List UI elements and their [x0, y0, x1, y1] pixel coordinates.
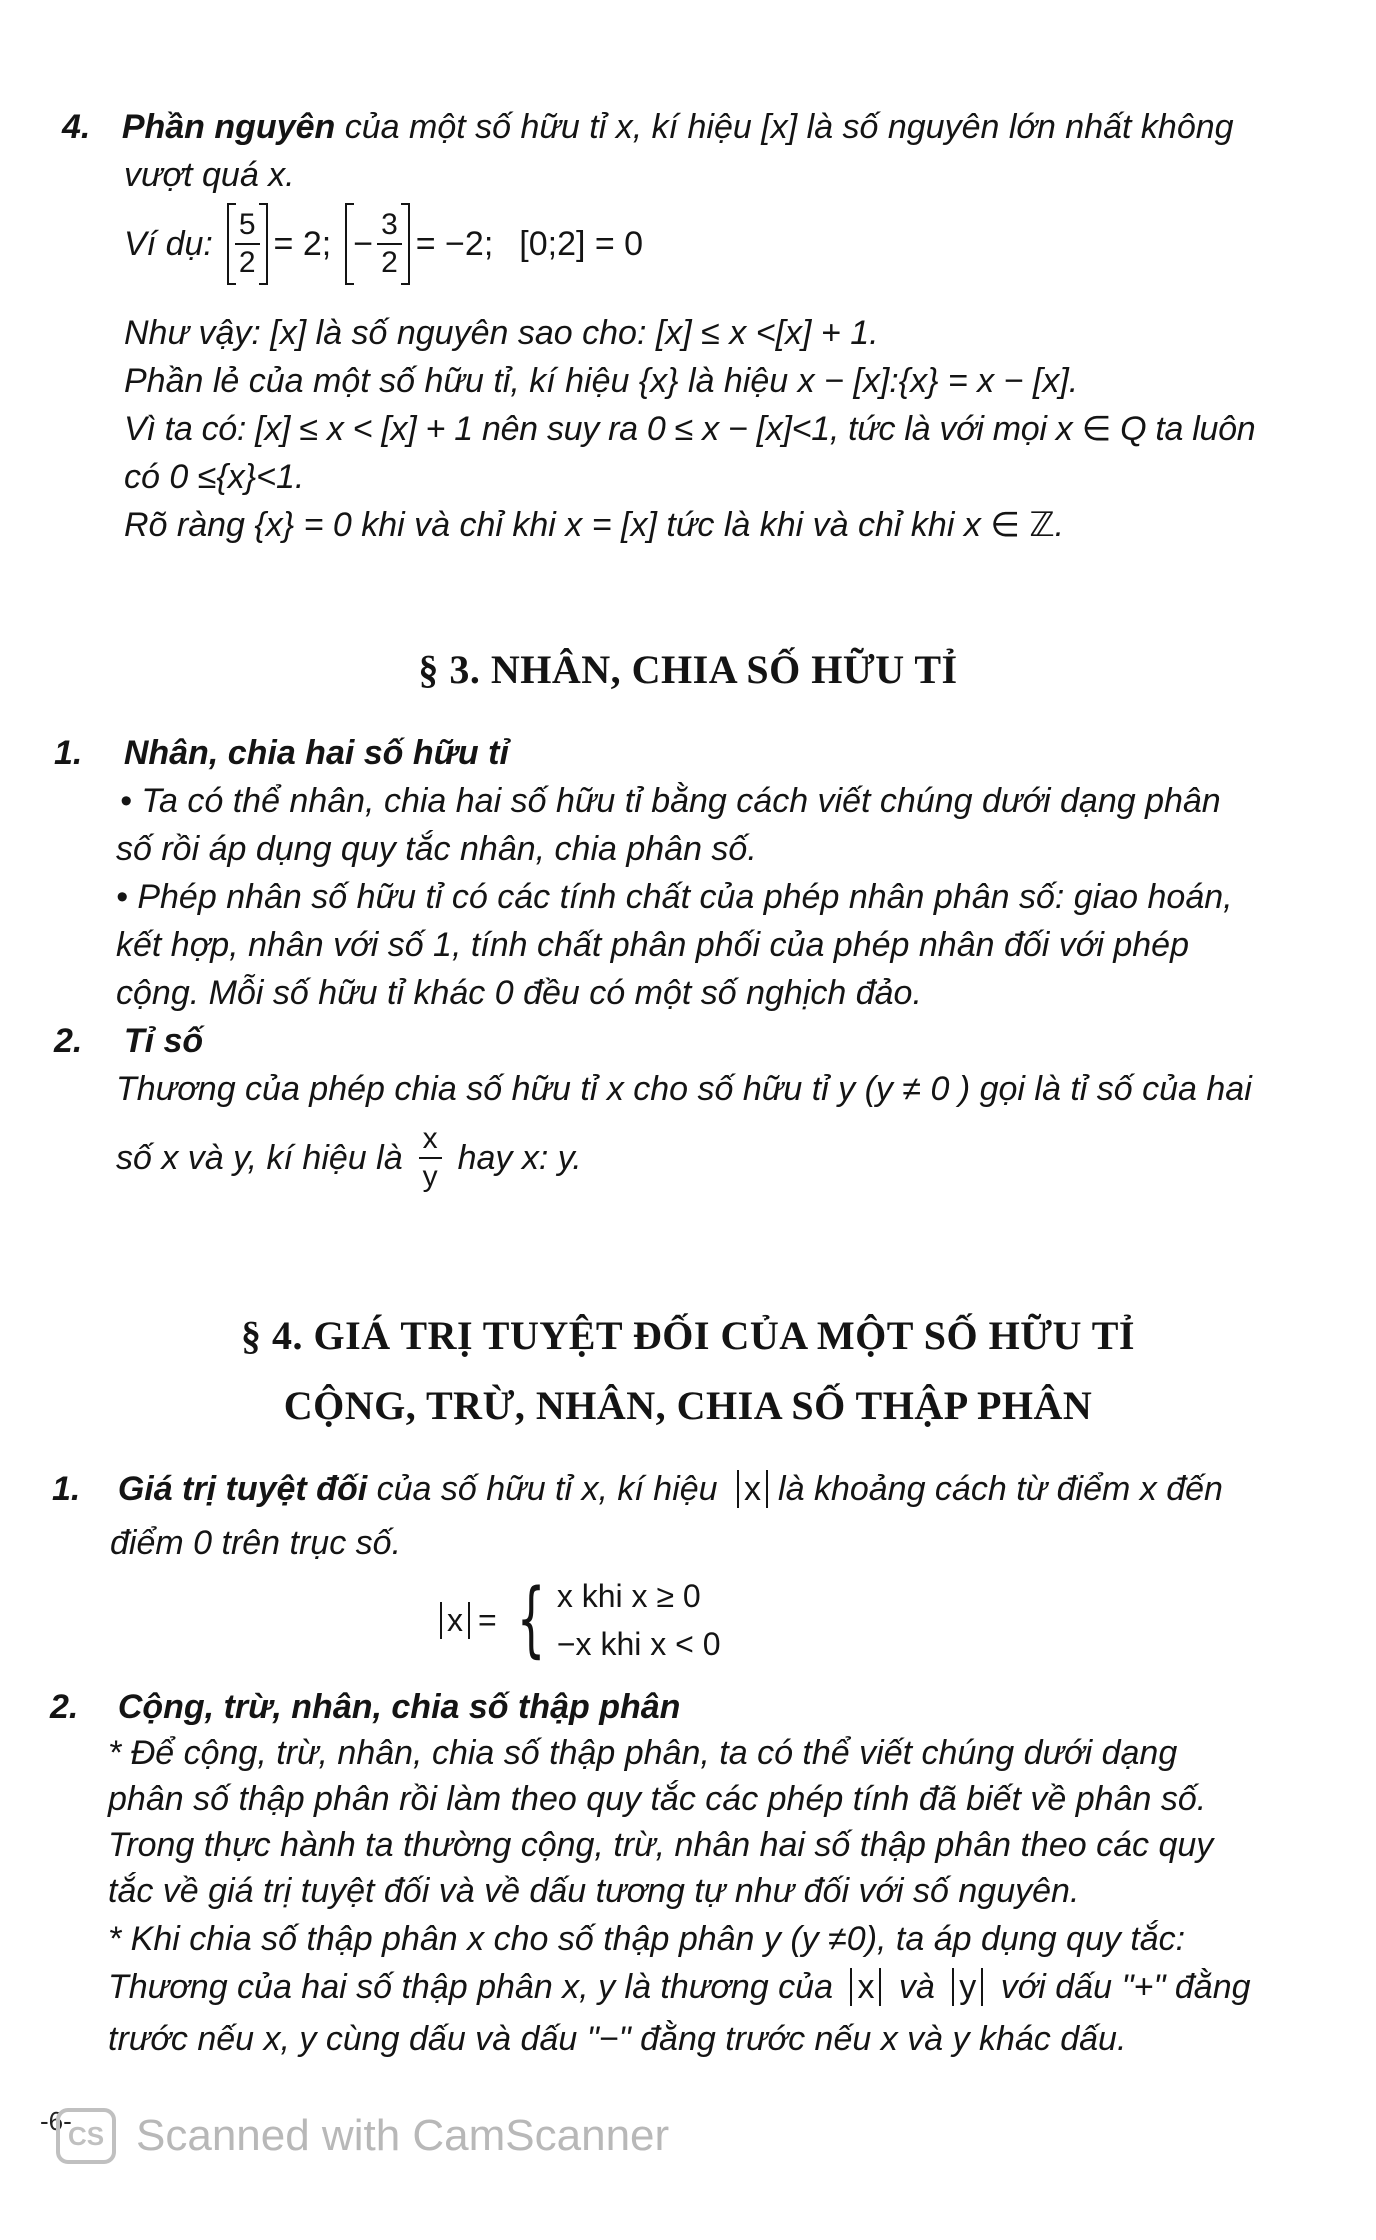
- watermark-text: Scanned with CamScanner: [136, 2111, 670, 2160]
- section3-item2-header: [54, 1018, 203, 1064]
- item4-title: Phần nguyên: [121, 108, 336, 146]
- abs-formula: [440, 1570, 721, 1670]
- ti-so-text-b: hay x: y.: [457, 1139, 582, 1177]
- formula-case1: x khi x ≥ 0: [556, 1578, 701, 1614]
- fraction-3-2: [377, 207, 402, 281]
- section4-heading-line1: § 4. GIÁ TRỊ TUYỆT ĐỐI CỦA MỘT SỐ HỮU TỈ: [241, 1313, 1135, 1358]
- camscanner-logo-icon: CS: [56, 2108, 116, 2164]
- fraction-denominator: 2: [235, 243, 260, 281]
- item4-line1-text: của một số hữu tỉ x, kí hiệu [x] là số nguyên lớn nhất không: [335, 108, 1234, 146]
- section3-item1-title: Nhân, chia hai số hữu tỉ: [123, 734, 509, 772]
- section4-item1-text-a: của số hữu tỉ x, kí hiệu: [367, 1470, 718, 1508]
- line-ro-rang: Rõ ràng {x} = 0 khi và chỉ khi x = [x] tức là khi và chỉ khi x ∈ ℤ.: [124, 506, 1065, 544]
- p1-line2: phân số thập phân rồi làm theo quy tắc các phép tính đã biết về phân số.: [108, 1780, 1207, 1818]
- bullet2-line1: • Phép nhân số hữu tỉ có các tính chất của phép nhân phân số: giao hoán,: [116, 878, 1233, 916]
- example-label: Ví dụ:: [124, 225, 213, 263]
- section3-item1-number: 1.: [54, 734, 83, 772]
- fraction-numerator: 3: [381, 208, 398, 241]
- page-number: -6-: [40, 2106, 72, 2136]
- section4-item2-number: 2.: [50, 1688, 79, 1726]
- section4-item1-line2: điểm 0 trên trục số.: [110, 1524, 402, 1562]
- section4-item1-number: 1.: [52, 1470, 81, 1508]
- example-3: [0;2] = 0: [519, 225, 644, 263]
- p2-line2-text-a: Thương của hai số thập phân x, y là thương của: [108, 1968, 833, 2006]
- p2-line3: trước nếu x, y cùng dấu và dấu "−" đằng trước nếu x và y khác dấu.: [108, 2020, 1127, 2058]
- fraction-denominator: 2: [377, 243, 402, 281]
- line-phan-le: Phần lẻ của một số hữu tỉ, kí hiệu {x} là hiệu x − [x]:{x} = x − [x].: [124, 362, 1079, 400]
- line-vi-ta-co: Vì ta có: [x] ≤ x < [x] + 1 nên suy ra 0 ≤ x − [x]<1, tức là với mọi x ∈ Q ta luôn: [124, 410, 1256, 448]
- item4-number: 4.: [62, 108, 91, 146]
- p2-line2: [108, 1964, 1251, 2010]
- section3-item2-number: 2.: [54, 1022, 83, 1060]
- formula-lhs: x: [440, 1602, 470, 1639]
- section3-item2-title: Tỉ số: [123, 1022, 204, 1060]
- section4-item1-title: Giá trị tuyệt đối: [117, 1470, 368, 1508]
- left-brace-icon: {: [516, 1572, 546, 1667]
- bullet1-line1: • Ta có thể nhân, chia hai số hữu tỉ bằng cách viết chúng dưới dạng phân: [120, 782, 1221, 820]
- fraction-numerator: 5: [238, 208, 256, 241]
- section4-item2-header: [50, 1684, 680, 1730]
- fraction-x-y: [419, 1121, 442, 1195]
- section3-heading: § 3. NHÂN, CHIA SỐ HỮU TỈ: [418, 647, 958, 692]
- example-1-result: = 2;: [273, 225, 332, 263]
- line-co: có 0 ≤{x}<1.: [124, 458, 305, 496]
- section3-item1-header: [54, 730, 509, 776]
- formula-case2: −x khi x < 0: [556, 1626, 721, 1662]
- p2-va: và: [898, 1968, 935, 2006]
- p1-line3: Trong thực hành ta thường cộng, trừ, nhân hai số thập phân theo các quy: [108, 1826, 1214, 1864]
- floor-bracket-1: [227, 203, 268, 285]
- fraction-5-2: [235, 207, 260, 281]
- camscanner-watermark: [56, 2108, 669, 2164]
- item4-line2: vượt quá x.: [124, 156, 295, 194]
- abs-x-symbol: x: [737, 1470, 768, 1508]
- formula-cases: [557, 1572, 721, 1668]
- ti-so-text-a: số x và y, kí hiệu là: [116, 1139, 403, 1177]
- example-row: [124, 196, 643, 292]
- section4-item1-line1: [52, 1466, 1223, 1512]
- fraction-denominator: y: [419, 1157, 442, 1195]
- ti-so-line1: Thương của phép chia số hữu tỉ x cho số hữu tỉ y (y ≠ 0 ) gọi là tỉ số của hai: [116, 1070, 1252, 1108]
- bullet2-line2: kết hợp, nhân với số 1, tính chất phân phối của phép nhân đối với phép: [116, 926, 1189, 964]
- abs-y-symbol: y: [952, 1968, 983, 2006]
- floor-bracket-2: [345, 203, 410, 285]
- line-nhu-vay: Như vậy: [x] là số nguyên sao cho: [x] ≤ x <[x] + 1.: [124, 314, 879, 352]
- p1-line4: tắc về giá trị tuyệt đối và về dấu tương tự như đối với số nguyên.: [108, 1872, 1080, 1910]
- abs-x-symbol: x: [850, 1968, 881, 2006]
- section4-item2-title: Cộng, trừ, nhân, chia số thập phân: [117, 1688, 681, 1726]
- bullet2-line3: cộng. Mỗi số hữu tỉ khác 0 đều có một số nghịch đảo.: [116, 974, 922, 1012]
- example-2-result: = −2;: [415, 225, 494, 263]
- formula-equals: =: [478, 1601, 497, 1638]
- section4-heading-line2: CỘNG, TRỪ, NHÂN, CHIA SỐ THẬP PHÂN: [283, 1383, 1093, 1428]
- p2-line2-text-b: với dấu "+" đằng: [1000, 1968, 1251, 2006]
- bullet1-line2: số rồi áp dụng quy tắc nhân, chia phân số.: [116, 830, 757, 868]
- p2-line1: * Khi chia số thập phân x cho số thập phân y (y ≠0), ta áp dụng quy tắc:: [108, 1920, 1186, 1958]
- p1-line1: * Để cộng, trừ, nhân, chia số thập phân, ta có thể viết chúng dưới dạng: [108, 1734, 1178, 1772]
- section4-item1-text-b: là khoảng cách từ điểm x đến: [778, 1470, 1223, 1508]
- ti-so-line2: [116, 1118, 582, 1198]
- fraction-numerator: x: [422, 1122, 438, 1155]
- item4-line1: [62, 104, 1234, 150]
- minus-sign: −: [353, 225, 374, 263]
